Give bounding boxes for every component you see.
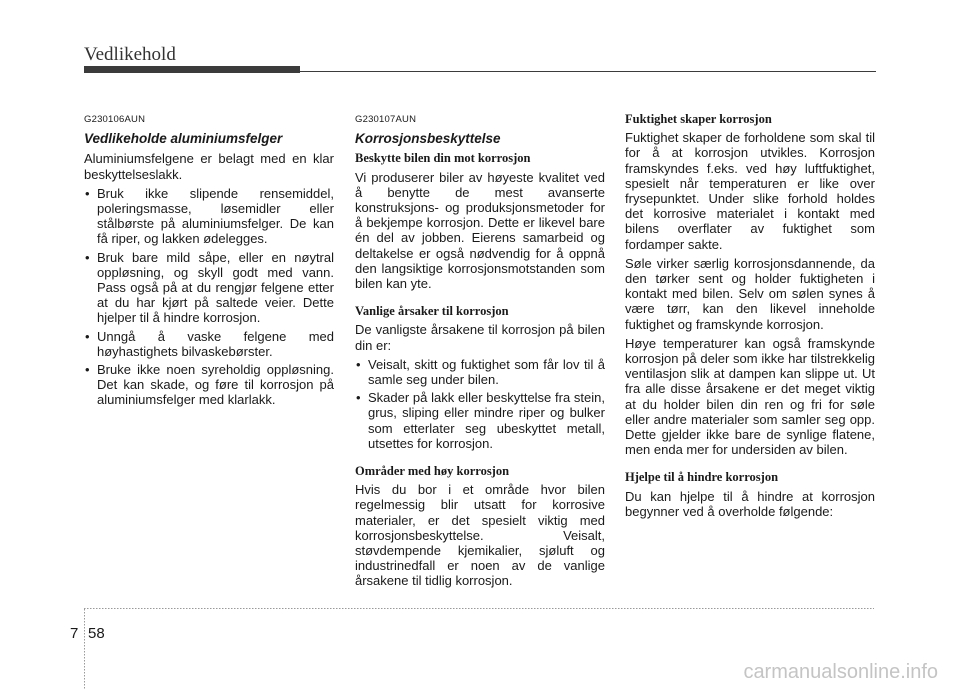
header-rule	[300, 71, 876, 72]
footer-divider	[84, 609, 85, 689]
watermark: carmanualsonline.info	[743, 661, 938, 683]
paragraph: De vanligste årsakene til korrosjon på bilen din er:	[355, 322, 605, 353]
subheading: Hjelpe til å hindre korrosjon	[625, 470, 779, 485]
subheading: Områder med høy korrosjon	[355, 464, 510, 479]
header-bar	[84, 66, 300, 73]
page-number: 58	[88, 625, 105, 642]
footer-rule	[84, 608, 874, 609]
bullet-item: • Bruke ikke noen syreholdig oppløsning. Det kan skade, og føre til korrosjon på aluminiumsfelger med klarlakk.	[84, 362, 334, 408]
section-title: Korrosjonsbeskyttelse	[355, 131, 501, 147]
column-right	[625, 112, 875, 523]
chapter-number: 7	[70, 625, 79, 642]
column-middle	[355, 112, 605, 593]
section-code: G230106AUN	[84, 114, 146, 125]
bullet-list	[84, 186, 334, 408]
paragraph: Vi produserer biler av høyeste kvalitet ved å benytte de mest avanserte konstruksjons- og produksjonsmetoder for å bekjempe korrosjon. Dette er likevel bare én del av jobben. Eierens samarbeid og deltakelse er også nødvendig for å oppnå den langsiktige korrosjonsmotstanden som bilen kan yte.	[355, 169, 605, 292]
subheading: Beskytte bilen din mot korrosjon	[355, 151, 531, 166]
bullet-item: • Veisalt, skitt og fuktighet som får lov til å samle seg under bilen.	[355, 357, 605, 387]
bullet-item: • Skader på lakk eller beskyttelse fra stein, grus, sliping eller mindre riper og bulker som etterlater seg ubeskyttet metall, utsettes for korrosjon.	[355, 390, 605, 451]
paragraph: Hvis du bor i et område hvor bilen regelmessig blir utsatt for korrosive materialer, er det spesielt viktig med korrosjonsbeskyttelse. Veisalt, støvdempende kjemikalier, sjøluft og industrinedfall er noen av de vanlige årsakene til tidlig korrosjon.	[355, 482, 605, 589]
paragraph: Aluminiumsfelgene er belagt med en klar beskyttelseslakk.	[84, 151, 334, 182]
paragraph: Søle virker særlig korrosjonsdannende, da den tørker sent og holder fuktigheten i kontakt med bilen. Selv om sølen synes å være tørr, kan den likevel inneholde fuktighet og framskynde korrosjon.	[625, 255, 875, 332]
paragraph: Fuktighet skaper de forholdene som skal til for å at korrosjon utvikles. Korrosjon framskyndes f.eks. ved høy luftfuktighet, spesielt når temperaturen er like over frysepunktet. Under slike forhold holdes det korrosive materialet i kontakt med bilens overflater av fuktighet som fordamper sakte.	[625, 130, 875, 252]
bullet-item: • Bruk bare mild såpe, eller en nøytral oppløsning, og skyll godt med vann. Pass også på at du rengjør felgene etter at du har kjørt på saltede veier. Dette hjelper til å hindre korrosjon.	[84, 250, 334, 326]
subheading: Fuktighet skaper korrosjon	[625, 112, 772, 126]
paragraph: Høye temperaturer kan også framskynde korrosjon på deler som ikke har tilstrekkelig ventilasjon slik at dampen kan slippe ut. Ut fra alle disse årsakene er det meget viktig at du holder bilen din ren og fri for søle eller andre materialer som samler seg opp. Dette gjelder ikke bare de synlige flatene, men enda mer for undersiden av bilen.	[625, 335, 875, 458]
bullet-item: • Unngå å vaske felgene med høyhastighets bilvaskebørster.	[84, 329, 334, 359]
page-header-title: Vedlikehold	[84, 44, 176, 65]
bullet-list	[355, 357, 605, 451]
bullet-item: • Bruk ikke slipende rensemiddel, poleringsmasse, løsemidler eller stålbørste på aluminiumsfelger. De kan få riper, og lakken ødelegges.	[84, 186, 334, 247]
paragraph: Du kan hjelpe til å hindre at korrosjon begynner ved å overholde følgende:	[625, 488, 875, 519]
column-left	[84, 112, 334, 412]
section-code: G230107AUN	[355, 114, 417, 125]
subheading: Vanlige årsaker til korrosjon	[355, 304, 509, 319]
section-title: Vedlikeholde aluminiumsfelger	[84, 131, 283, 147]
